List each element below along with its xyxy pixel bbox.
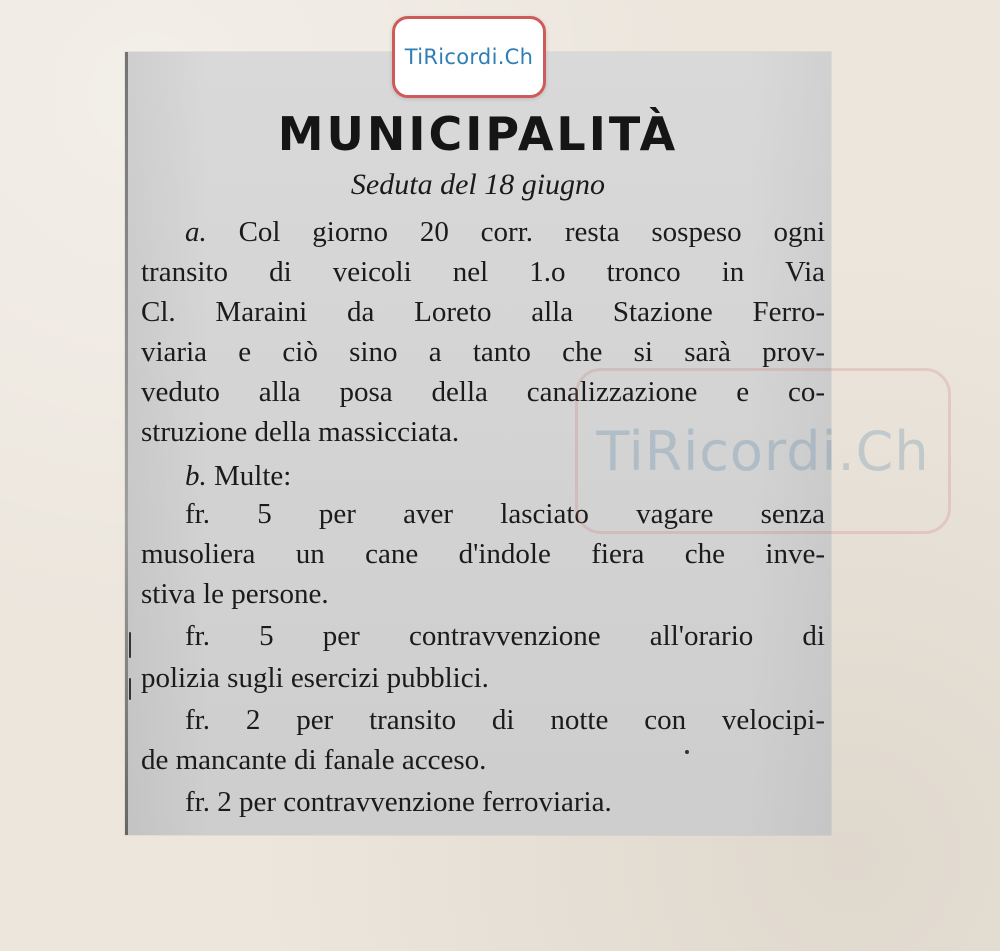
print-speck — [685, 750, 689, 754]
article-line-14: de mancante di fanale acceso. — [141, 744, 487, 776]
article-subheading: Seduta del 18 giugno — [350, 168, 606, 201]
article-line-2: transito di veicoli nel 1.o tronco in Via — [141, 256, 825, 288]
line-text: Col giorno 20 corr. resta sospeso ogni — [238, 216, 825, 248]
article-line-8: fr. 5 per aver lasciato vagare senza — [185, 498, 825, 530]
article-line-10: stiva le persone. — [141, 578, 329, 610]
paragraph-marker-a: a. — [185, 216, 207, 248]
site-logo-badge[interactable] — [392, 16, 546, 98]
article-headline: MUNICIPALITÀ — [277, 107, 679, 161]
newspaper-clipping — [125, 52, 831, 835]
article-line-5: veduto alla posa della canalizzazione e co- — [141, 376, 825, 408]
article-line-15: fr. 2 per contravvenzione ferroviaria. — [185, 786, 612, 818]
print-speck — [129, 678, 131, 700]
line-text: Multe: — [214, 460, 292, 492]
article-line-1 — [185, 212, 825, 252]
article-line-13: fr. 2 per transito di notte con velocipi- — [185, 704, 825, 736]
article-line-4: viaria e ciò sino a tanto che si sarà prov- — [141, 336, 825, 368]
article-line-9: musoliera un cane d'indole fiera che inve- — [141, 538, 825, 570]
print-speck — [129, 632, 131, 658]
article-line-6: struzione della massicciata. — [141, 416, 460, 448]
article-line-7 — [185, 456, 825, 496]
article-line-3: Cl. Maraini da Loreto alla Stazione Ferro- — [141, 296, 825, 328]
article-line-11: fr. 5 per contravvenzione all'orario di — [185, 620, 825, 652]
article-line-12: polizia sugli esercizi pubblici. — [141, 662, 489, 694]
paragraph-marker-b: b. — [185, 460, 207, 492]
site-logo-text: TiRicordi.Ch — [404, 45, 534, 69]
watermark-text: TiRicordi.Ch — [596, 419, 930, 483]
